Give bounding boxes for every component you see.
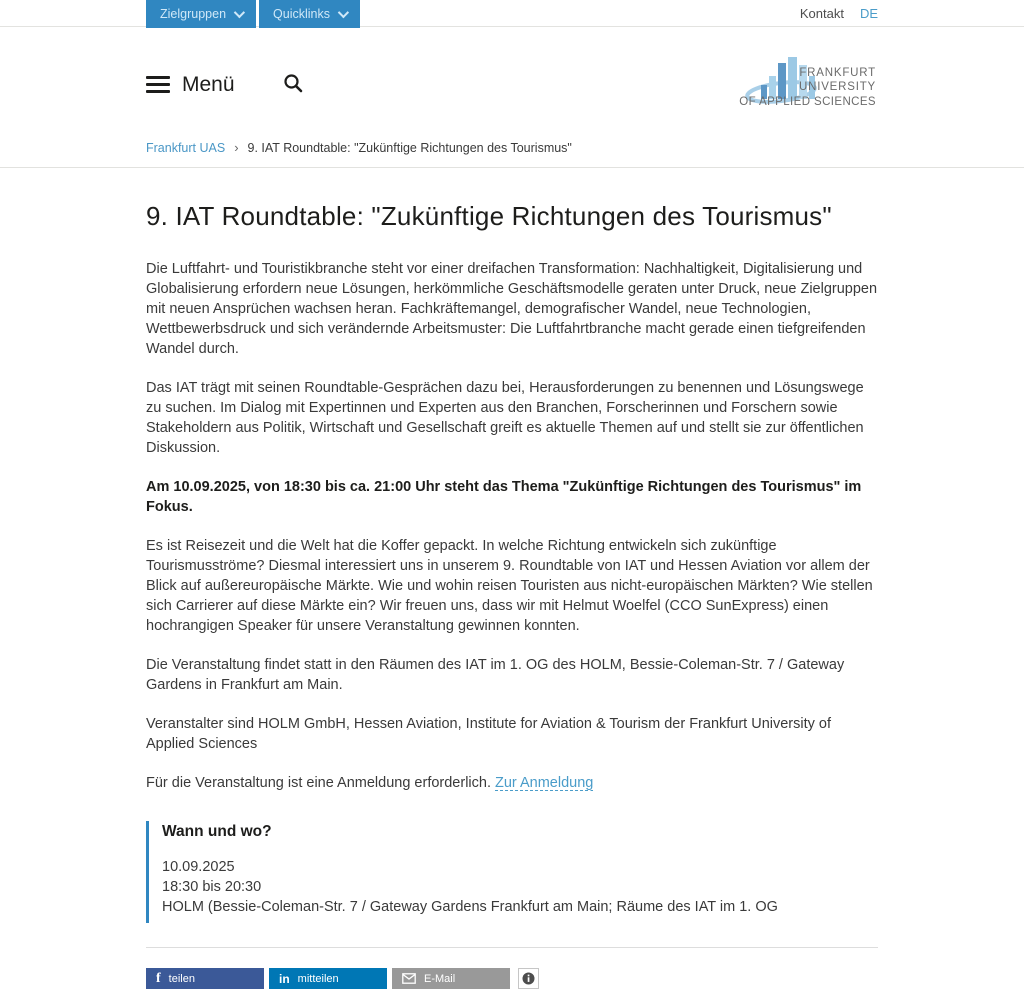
envelope-icon bbox=[402, 973, 416, 984]
linkedin-share-button[interactable] bbox=[269, 968, 387, 989]
event-info-box bbox=[146, 821, 878, 923]
registration-link[interactable]: Zur Anmeldung bbox=[495, 775, 594, 791]
topbar bbox=[0, 0, 1024, 27]
info-icon bbox=[522, 972, 535, 985]
breadcrumb-home-link[interactable]: Frankfurt UAS bbox=[146, 140, 226, 155]
event-time: 18:30 bis 20:30 bbox=[162, 879, 262, 895]
registration-text: Für die Veranstaltung ist eine Anmeldung erforderlich. bbox=[146, 775, 496, 791]
search-button[interactable] bbox=[283, 73, 303, 96]
svg-text:UNIVERSITY: UNIVERSITY bbox=[798, 81, 876, 93]
facebook-share-button[interactable] bbox=[146, 968, 264, 989]
chevron-down-icon bbox=[234, 7, 245, 18]
breadcrumb-separator: › bbox=[234, 140, 239, 155]
breadcrumb-current: 9. IAT Roundtable: "Zukünftige Richtungen des Tourismus" bbox=[247, 140, 572, 155]
zielgruppen-label: Zielgruppen bbox=[160, 7, 227, 21]
paragraph-1: Die Luftfahrt- und Touristikbranche steht vor einer dreifachen Transformation: Nachhaltigkeit, Digitalisierung und Globalisierung erfordern neue Lösungen, herkömmliche Geschäftsmodelle geraten unter Druck, neue Zielgruppen mit neuen Ansprüchen wachsen heran. Fachkräftemangel, demografischer Wandel, neue Technologien, Wettbewerbsdruck und sich verändernde Arbeitsmuster: Die Luftfahrtbranche macht gerade einen tiefgreifenden Wandel durch. bbox=[146, 261, 878, 357]
svg-text:OF APPLIED SCIENCES: OF APPLIED SCIENCES bbox=[739, 96, 876, 108]
share-bar bbox=[146, 968, 878, 989]
search-icon bbox=[283, 73, 303, 93]
facebook-share-label: teilen bbox=[168, 972, 195, 985]
paragraph-3: Es ist Reisezeit und die Welt hat die Koffer gepackt. In welche Richtung entwickeln sich zukünftige Tourismusströme? Diesmal interessiert uns in unserem 9. Roundtable von IAT und Hessen Aviation vor allem der Blick auf außereuropäische Märkte. Wie und wohin reisen Touristen aus nicht-europäischen Märkten? Wie stellen sich Carrierer auf diese Märkte ein? Wir freuen uns, dass wir mit Helmut Woelfel (CCO SunExpress) einen hochrangigen Speaker für unsere Veranstaltung gewinnen konnten. bbox=[146, 538, 873, 634]
quicklinks-label: Quicklinks bbox=[273, 7, 330, 21]
event-location: HOLM (Bessie-Coleman-Str. 7 / Gateway Gardens Frankfurt am Main; Räume des IAT im 1. OG bbox=[162, 899, 778, 915]
linkedin-share-label: mitteilen bbox=[297, 972, 339, 985]
university-logo[interactable] bbox=[739, 52, 878, 117]
menu-label: Menü bbox=[182, 72, 235, 96]
paragraph-4: Die Veranstaltung findet statt in den Räumen des IAT im 1. OG des HOLM, Bessie-Coleman-Str. 7 / Gateway Gardens in Frankfurt am Main. bbox=[146, 657, 845, 693]
zielgruppen-dropdown[interactable] bbox=[146, 0, 256, 28]
hamburger-icon bbox=[146, 76, 170, 93]
paragraph-highlight: Am 10.09.2025, von 18:30 bis ca. 21:00 Uhr steht das Thema "Zukünftige Richtungen des Tourismus" im Fokus. bbox=[146, 479, 862, 515]
page-title: 9. IAT Roundtable: "Zukünftige Richtungen des Tourismus" bbox=[146, 201, 832, 231]
menu-button[interactable] bbox=[146, 73, 235, 97]
email-share-button[interactable] bbox=[392, 968, 510, 989]
email-share-label: E-Mail bbox=[424, 972, 456, 985]
paragraph-registration bbox=[146, 773, 878, 793]
language-switch[interactable]: DE bbox=[859, 6, 878, 21]
quicklinks-dropdown[interactable] bbox=[259, 0, 360, 28]
frankfurt-uas-logo-icon bbox=[739, 52, 878, 112]
linkedin-icon: in bbox=[279, 971, 290, 986]
infobox-title: Wann und wo? bbox=[162, 823, 272, 840]
site-header bbox=[146, 27, 878, 112]
article bbox=[146, 168, 878, 989]
share-divider bbox=[146, 947, 878, 948]
svg-text:FRANKFURT: FRANKFURT bbox=[799, 67, 876, 79]
facebook-icon: f bbox=[156, 970, 161, 986]
paragraph-5: Veranstalter sind HOLM GmbH, Hessen Aviation, Institute for Aviation & Tourism der Frankfurt University of Applied Sciences bbox=[146, 716, 832, 752]
breadcrumb bbox=[146, 112, 878, 155]
paragraph-2: Das IAT trägt mit seinen Roundtable-Gesprächen dazu bei, Herausforderungen zu benennen und Lösungswege zu suchen. Im Dialog mit Expertinnen und Experten aus den Branchen, Forscherinnen und Forschern sowie Stakeholdern aus Politik, Wirtschaft und Gesellschaft greift es aktuelle Themen auf und stellt sie zur öffentlichen Diskussion. bbox=[146, 380, 864, 456]
share-info-button[interactable] bbox=[518, 968, 539, 989]
event-date: 10.09.2025 bbox=[162, 859, 235, 875]
kontakt-link[interactable]: Kontakt bbox=[799, 6, 844, 21]
chevron-down-icon bbox=[338, 7, 349, 18]
